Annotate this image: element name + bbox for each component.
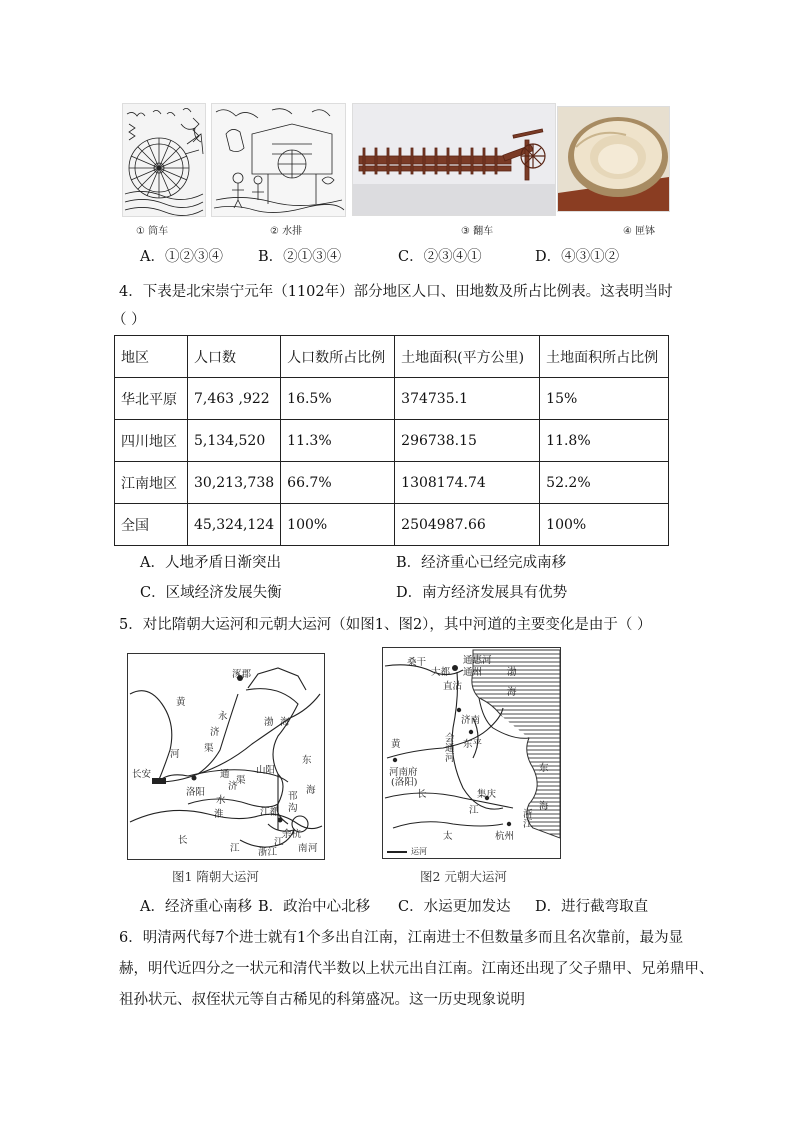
q5-stem: 5．对比隋朝大运河和元朝大运河（如图1、图2），其中河道的主要变化是由于（ ） [119, 617, 652, 633]
table-cell: 100% [281, 504, 395, 546]
q4-option-d: D．南方经济发展具有优势 [396, 585, 568, 601]
image-waterwheel-tongche [122, 103, 206, 217]
map1-label: 渠 [204, 743, 214, 754]
table-cell: 四川地区 [115, 420, 188, 462]
q4-option-a: A．人地矛盾日渐突出 [140, 555, 281, 571]
image-saggar-xiabo [557, 106, 670, 212]
map2-label: 通惠河 [463, 655, 492, 666]
map1-label: 江 [230, 843, 240, 854]
table-cell: 100% [540, 504, 669, 546]
map1-label: 河 [170, 749, 180, 760]
map1-label: 渤 [264, 717, 274, 728]
map1-label: 江都 [260, 807, 280, 818]
map1-label: 长安 [132, 769, 152, 780]
table-row [115, 378, 669, 420]
map2-label: 河南府 [389, 767, 418, 778]
map1-label: 通 [220, 769, 230, 780]
map1-label: 河 [308, 843, 318, 854]
map1-label: 余杭 [282, 829, 302, 840]
map1-label: 渠 [236, 775, 246, 786]
map2-label: 会 [445, 733, 455, 744]
q6-line: 赫，明代近四分之一状元和清代半数以上状元出自江南。江南还出现了父子鼎甲、兄弟鼎甲、 [119, 961, 714, 977]
map2-legend: 运河 [411, 847, 427, 856]
table-row [115, 420, 669, 462]
map1-label: 沟 [288, 803, 298, 814]
table-cell: 5,134,520 [188, 420, 281, 462]
table-cell: 15% [540, 378, 669, 420]
q3-option-b: B．②①③④ [258, 249, 342, 265]
image-water-bellows-shuipai [211, 103, 346, 217]
map1-label: 济 [210, 727, 220, 738]
q4-data-table [114, 335, 669, 546]
table-header-cell: 人口数所占比例 [281, 336, 395, 378]
q6-line: 6．明清两代每7个进士就有1个多出自江南，江南进士不但数量多而且名次靠前，最为显 [119, 930, 684, 946]
map1-label: 江 [274, 837, 284, 848]
map2-label: 浙 [523, 809, 533, 820]
table-cell: 52.2% [540, 462, 669, 504]
map1-label: 洛阳 [186, 787, 206, 798]
table-header-cell: 地区 [115, 336, 188, 378]
table-cell: 374735.1 [395, 378, 540, 420]
map2-label: 太 [443, 831, 453, 842]
map2-label: 通州 [463, 667, 483, 678]
map1-label: 浙江 [258, 847, 278, 858]
map2-caption: 图2 元朝大运河 [420, 869, 507, 884]
q4-answer-paren: （ ） [112, 312, 146, 328]
table-cell: 30,213,738 [188, 462, 281, 504]
table-header-cell: 土地面积(平方公里) [395, 336, 540, 378]
table-cell: 16.5% [281, 378, 395, 420]
q3-option-d: D．④③①② [535, 249, 620, 265]
q3-option-a: A．①②③④ [140, 249, 223, 265]
map2-label: (洛阳) [391, 777, 418, 788]
map1-label: 邗 [288, 791, 298, 802]
map2-label: 黄 [391, 739, 401, 750]
table-cell: 11.3% [281, 420, 395, 462]
table-header-row [115, 336, 669, 378]
map2-label: 江 [469, 805, 479, 816]
table-cell: 华北平原 [115, 378, 188, 420]
map1-label: 黄 [176, 697, 186, 708]
table-cell: 全国 [115, 504, 188, 546]
table-header-cell: 人口数 [188, 336, 281, 378]
map1-caption: 图1 隋朝大运河 [172, 869, 259, 884]
caption-image-4: ④ 匣钵 [623, 226, 656, 237]
map2-label: 渤 [507, 667, 517, 678]
map2-label: 桑干 [407, 657, 427, 668]
map2-label: 江 [523, 819, 533, 830]
map2-label: 海 [507, 687, 517, 698]
map1-label: 淮 [214, 809, 224, 820]
q5-option-a: A．经济重心南移 [140, 899, 252, 915]
q5-option-b: B．政治中心北移 [258, 899, 371, 915]
map1-label: 永 [218, 711, 228, 722]
map2-label: 杭州 [495, 831, 515, 842]
map2-label: 通 [445, 743, 455, 754]
image-chain-pump-fanche [352, 103, 556, 216]
table-cell: 江南地区 [115, 462, 188, 504]
table-cell: 2504987.66 [395, 504, 540, 546]
table-cell: 1308174.74 [395, 462, 540, 504]
map-yuan-grand-canal [382, 647, 561, 859]
caption-image-3: ③ 翻车 [461, 226, 494, 237]
map2-label: 东 [539, 763, 549, 774]
q4-option-c: C．区域经济发展失衡 [140, 585, 282, 601]
map1-label: 东 [302, 755, 312, 766]
q5-option-c: C．水运更加发达 [398, 899, 511, 915]
map1-label: 南 [298, 843, 308, 854]
table-cell: 45,324,124 [188, 504, 281, 546]
q5-option-d: D．进行截弯取直 [535, 899, 649, 915]
table-cell: 11.8% [540, 420, 669, 462]
map1-label: 涿郡 [232, 669, 252, 680]
q6-line: 祖孙状元、叔侄状元等自古稀见的科第盛况。这一历史现象说明 [119, 992, 525, 1008]
map2-label: 长 [417, 789, 427, 800]
table-cell: 7,463 ,922 [188, 378, 281, 420]
map2-label: 济南 [461, 715, 481, 726]
map1-label: 海 [306, 785, 316, 796]
map1-label: 水 [216, 795, 226, 806]
map1-label: 海 [280, 717, 290, 728]
map1-label: 济 [228, 781, 238, 792]
caption-image-2: ② 水排 [270, 226, 303, 237]
caption-image-1: ① 筒车 [136, 226, 169, 237]
map2-label: 东平 [463, 739, 483, 750]
map2-label: 集庆 [477, 789, 497, 800]
table-row [115, 462, 669, 504]
q3-option-c: C．②③④① [398, 249, 482, 265]
map2-label: 海 [539, 801, 549, 812]
map-sui-grand-canal [127, 653, 325, 860]
table-header-cell: 土地面积所占比例 [540, 336, 669, 378]
table-row [115, 504, 669, 546]
q4-stem: 4．下表是北宋崇宁元年（1102年）部分地区人口、田地数及所占比例表。这表明当时 [119, 284, 673, 300]
map2-label: 河 [445, 753, 455, 764]
map1-label: 山阳 [256, 765, 276, 776]
map2-label: 直沽 [443, 681, 463, 692]
table-cell: 296738.15 [395, 420, 540, 462]
map2-label: 大都 [431, 667, 451, 678]
q4-option-b: B．经济重心已经完成南移 [396, 555, 567, 571]
table-cell: 66.7% [281, 462, 395, 504]
map1-label: 长 [178, 835, 188, 846]
